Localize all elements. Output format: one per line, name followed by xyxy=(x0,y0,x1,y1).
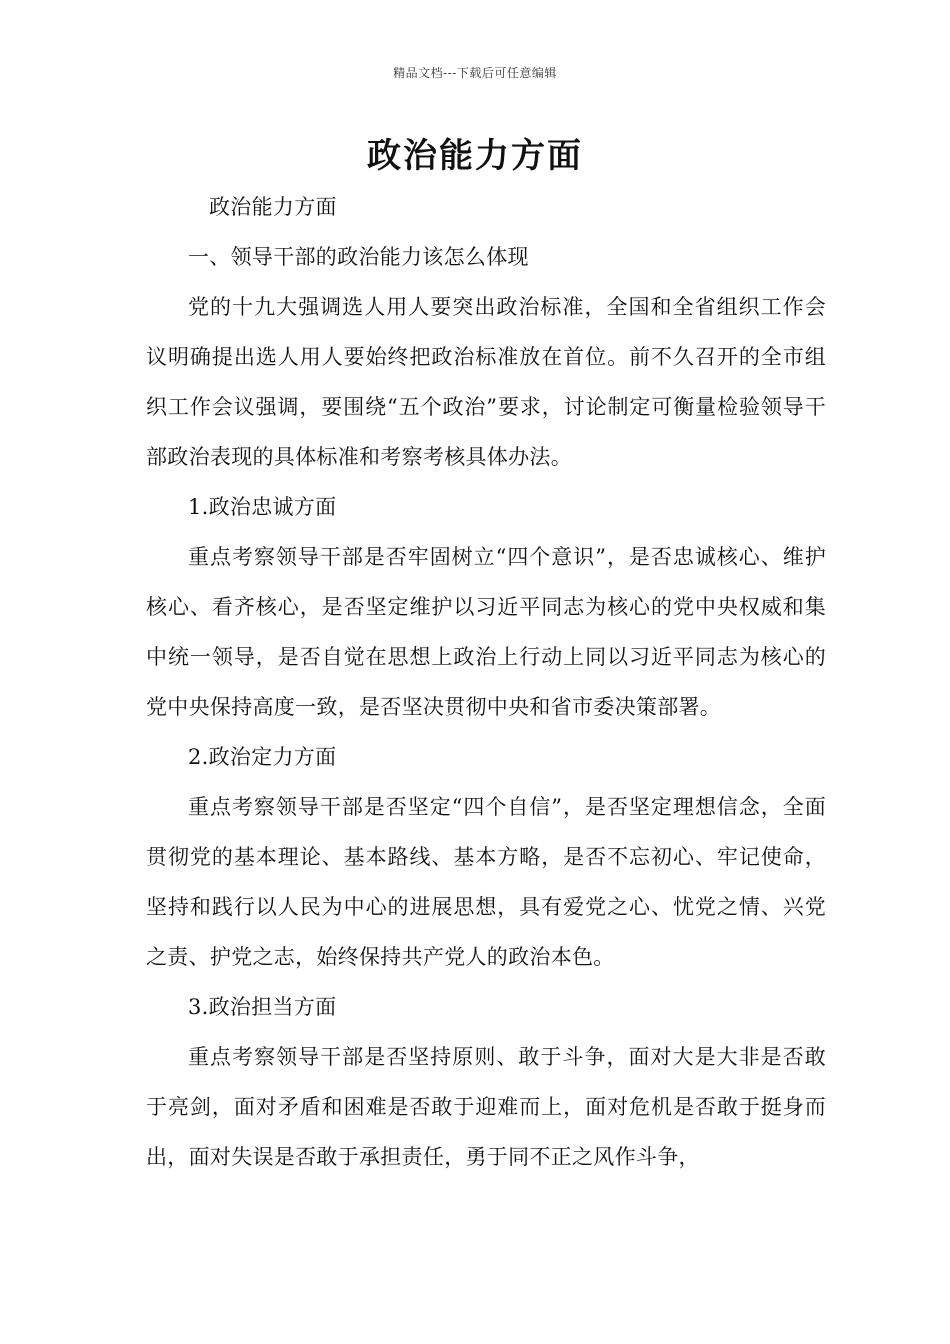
section-heading: 一、领导干部的政治能力该怎么体现 xyxy=(188,245,529,269)
item-heading: 3.政治担当方面 xyxy=(188,995,337,1019)
document-body xyxy=(146,182,826,1182)
paragraph: 重点考察领导干部是否坚定“四个自信”，是否坚定理想信念，全面贯彻党的基本理论、基本路线、基本方略，是否不忘初心、牢记使命，坚持和践行以人民为中心的进展思想，具有爱党之心、忧党之情、兴党之责、护党之志，始终保持共产党人的政治本色。 xyxy=(146,795,826,969)
header-note: 精品文档---下载后可任意编辑 xyxy=(393,66,557,80)
item-heading: 1.政治忠诚方面 xyxy=(188,495,337,519)
paragraph: 重点考察领导干部是否坚持原则、敢于斗争，面对大是大非是否敢于亮剑，面对矛盾和困难是否敢于迎难而上，面对危机是否敢于挺身而出，面对失误是否敢于承担责任，勇于同不正之风作斗争， xyxy=(146,1045,826,1169)
item-heading: 2.政治定力方面 xyxy=(188,745,337,769)
subtitle: 政治能力方面 xyxy=(209,195,337,219)
page-title: 政治能力方面 xyxy=(367,136,583,176)
paragraph: 党的十九大强调选人用人要突出政治标准，全国和全省组织工作会议明确提出选人用人要始终把政治标准放在首位。前不久召开的全市组织工作会议强调，要围绕“五个政治”要求，讨论制定可衡量检验领导干部政治表现的具体标准和考察考核具体办法。 xyxy=(146,295,826,469)
paragraph: 重点考察领导干部是否牢固树立“四个意识”，是否忠诚核心、维护核心、看齐核心，是否坚定维护以习近平同志为核心的党中央权威和集中统一领导，是否自觉在思想上政治上行动上同以习近平同志为核心的党中央保持高度一致，是否坚决贯彻中央和省市委决策部署。 xyxy=(146,545,826,719)
